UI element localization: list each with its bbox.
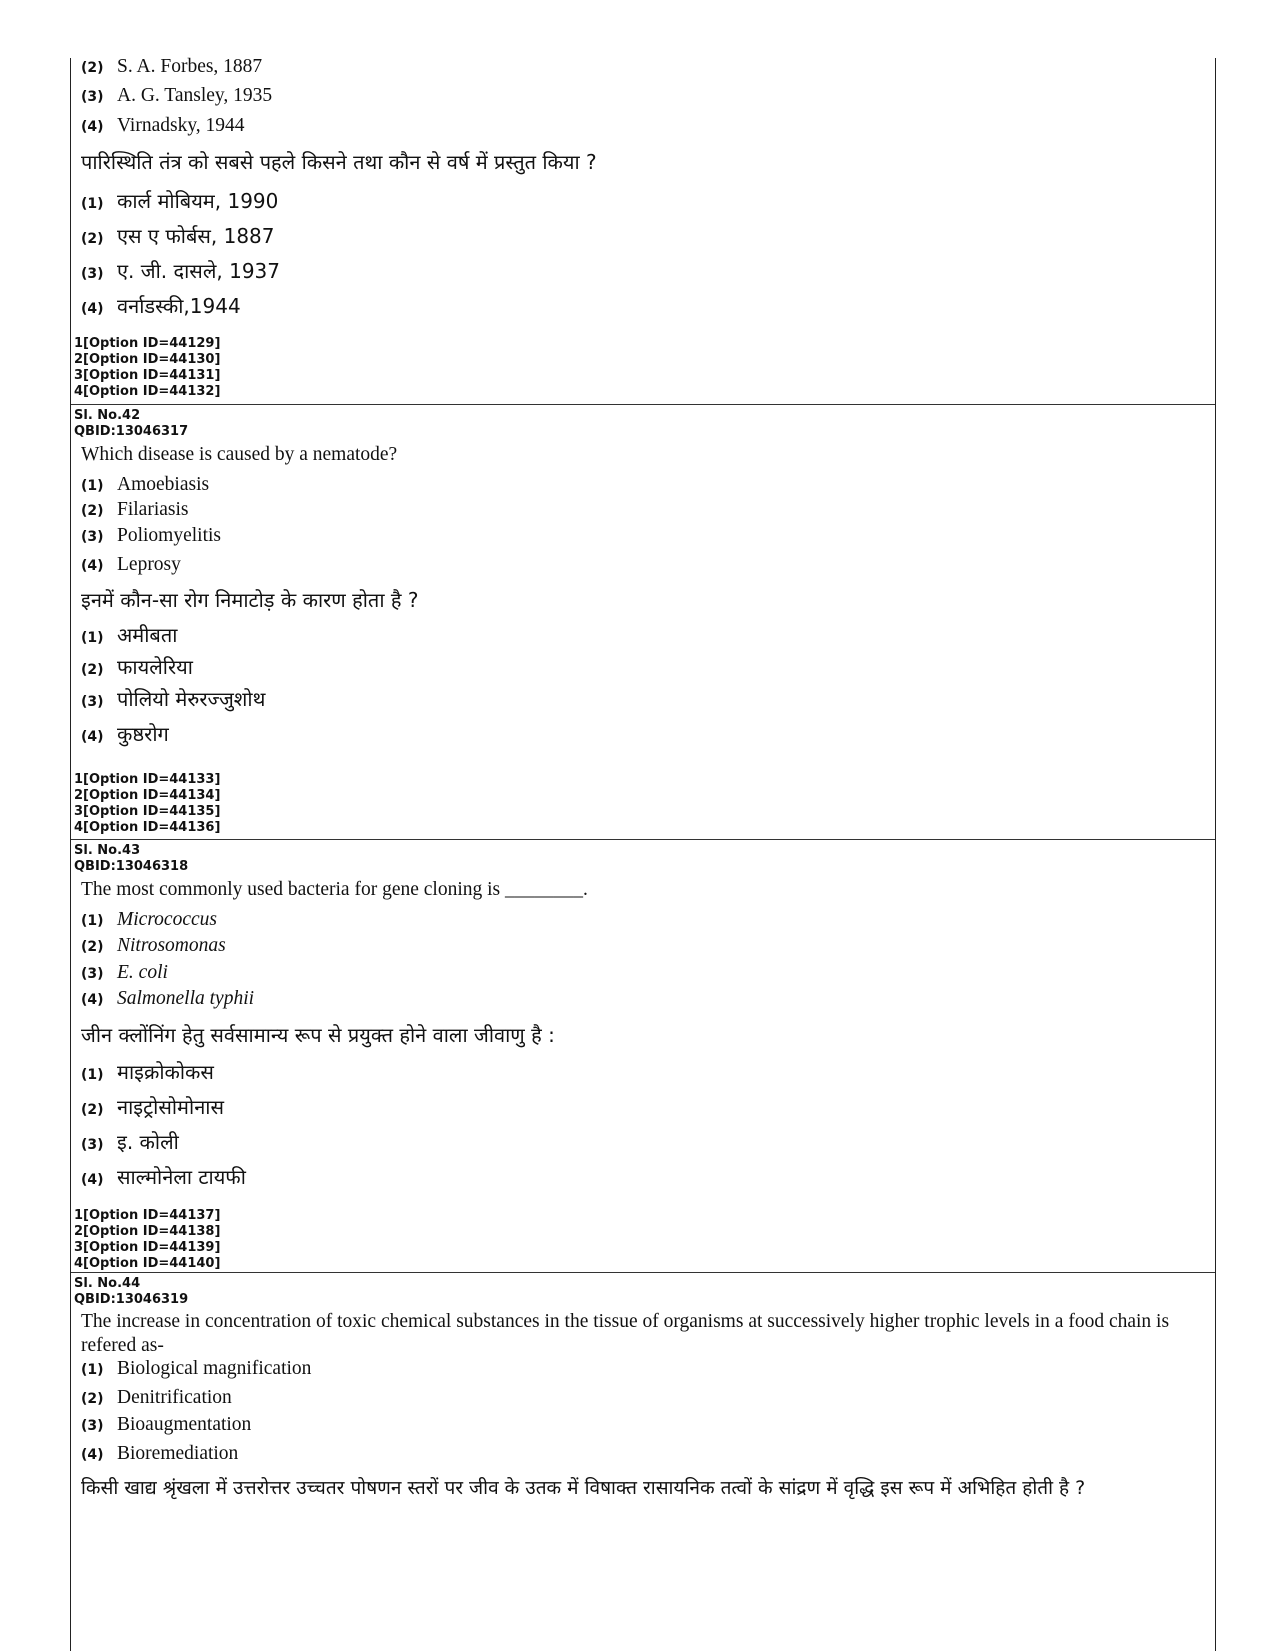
q41-option-ids: 1[Option ID=44129] 2[Option ID=44130] 3[Option ID=44131] 4[Option ID=44132] xyxy=(74,336,221,399)
q43-hi-option-1: (1) माइक्रोकोकस xyxy=(81,1060,214,1084)
q42-option-ids: 1[Option ID=44133] 2[Option ID=44134] 3[Option ID=44135] 4[Option ID=44136] xyxy=(74,772,221,835)
q42-hi-option-1: (1) अमीबता xyxy=(81,623,178,647)
q43-en-option-1: (1) Micrococcus xyxy=(81,909,217,930)
q41-hi-option-1: (1) कार्ल मोबियम, 1990 xyxy=(81,189,279,213)
qbid: QBID:13046317 xyxy=(74,424,189,439)
q42-hi-option-2: (2) फायलेरिया xyxy=(81,655,193,679)
q43-hi-option-2: (2) नाइट्रोसोमोनास xyxy=(81,1095,224,1119)
q43-en-option-3: (3) E. coli xyxy=(81,962,168,983)
q42-english-question: Which disease is caused by a nematode? xyxy=(81,444,398,465)
q43-hindi-question: जीन क्लोंनिंग हेतु सर्वसामान्य रूप से प्रयुक्त होने वाला जीवाणु है : xyxy=(81,1023,555,1047)
q42-hi-option-3: (3) पोलियो मेरुरज्जुशोथ xyxy=(81,687,266,711)
q41-hi-option-2: (2) एस ए फोर्बस, 1887 xyxy=(81,224,275,248)
q41-en-option-4: (4) Virnadsky, 1944 xyxy=(81,115,245,136)
q41-en-option-2: (2) S. A. Forbes, 1887 xyxy=(81,56,263,77)
q43-hi-option-4: (4) साल्मोनेला टायफी xyxy=(81,1165,246,1189)
divider xyxy=(71,404,1215,405)
q44-hindi-question: किसी खाद्य श्रृंखला में उत्तरोत्तर उच्चतर पोषणन स्तरों पर जीव के उतक में विषाक्त रासायनिक तत्वों के सांद्रण में वृद्धि इस रूप में अभिहित होती है ? xyxy=(81,1477,1086,1499)
q41-hi-option-3: (3) ए. जी. दासले, 1937 xyxy=(81,259,281,283)
q43-option-ids: 1[Option ID=44137] 2[Option ID=44138] 3[Option ID=44139] 4[Option ID=44140] xyxy=(74,1208,221,1271)
serial-number: Sl. No.42 xyxy=(74,408,141,423)
q41-en-option-3: (3) A. G. Tansley, 1935 xyxy=(81,85,273,106)
question-paper-frame xyxy=(70,58,1216,1651)
q44-en-option-4: (4) Bioremediation xyxy=(81,1443,239,1464)
q42-en-option-1: (1) Amoebiasis xyxy=(81,474,210,495)
q42-en-option-3: (3) Poliomyelitis xyxy=(81,525,222,546)
qbid: QBID:13046319 xyxy=(74,1292,189,1307)
q43-en-option-4: (4) Salmonella typhii xyxy=(81,988,255,1009)
serial-number: Sl. No.43 xyxy=(74,843,141,858)
divider xyxy=(71,839,1215,840)
q41-hindi-question: पारिस्थिति तंत्र को सबसे पहले किसने तथा कौन से वर्ष में प्रस्तुत किया ? xyxy=(81,150,597,174)
serial-number: Sl. No.44 xyxy=(74,1276,141,1291)
q44-en-option-1: (1) Biological magnification xyxy=(81,1358,312,1379)
q43-en-option-2: (2) Nitrosomonas xyxy=(81,935,226,956)
q42-en-option-2: (2) Filariasis xyxy=(81,499,189,520)
q44-english-question: The increase in concentration of toxic chemical substances in the tissue of organisms at successively higher trophic levels in a food chain is refered as- xyxy=(81,1311,1170,1356)
q42-en-option-4: (4) Leprosy xyxy=(81,554,181,575)
q44-en-option-2: (2) Denitrification xyxy=(81,1387,232,1408)
q42-hindi-question: इनमें कौन-सा रोग निमाटोड़ के कारण होता है ? xyxy=(81,588,419,612)
divider xyxy=(71,1272,1215,1273)
q42-hi-option-4: (4) कुष्ठरोग xyxy=(81,722,169,746)
q41-hi-option-4: (4) वर्नाडस्की,1944 xyxy=(81,294,241,318)
q44-en-option-3: (3) Bioaugmentation xyxy=(81,1414,252,1435)
q43-english-question: The most commonly used bacteria for gene cloning is ________. xyxy=(81,879,588,900)
q43-hi-option-3: (3) इ. कोली xyxy=(81,1130,179,1154)
qbid: QBID:13046318 xyxy=(74,859,189,874)
